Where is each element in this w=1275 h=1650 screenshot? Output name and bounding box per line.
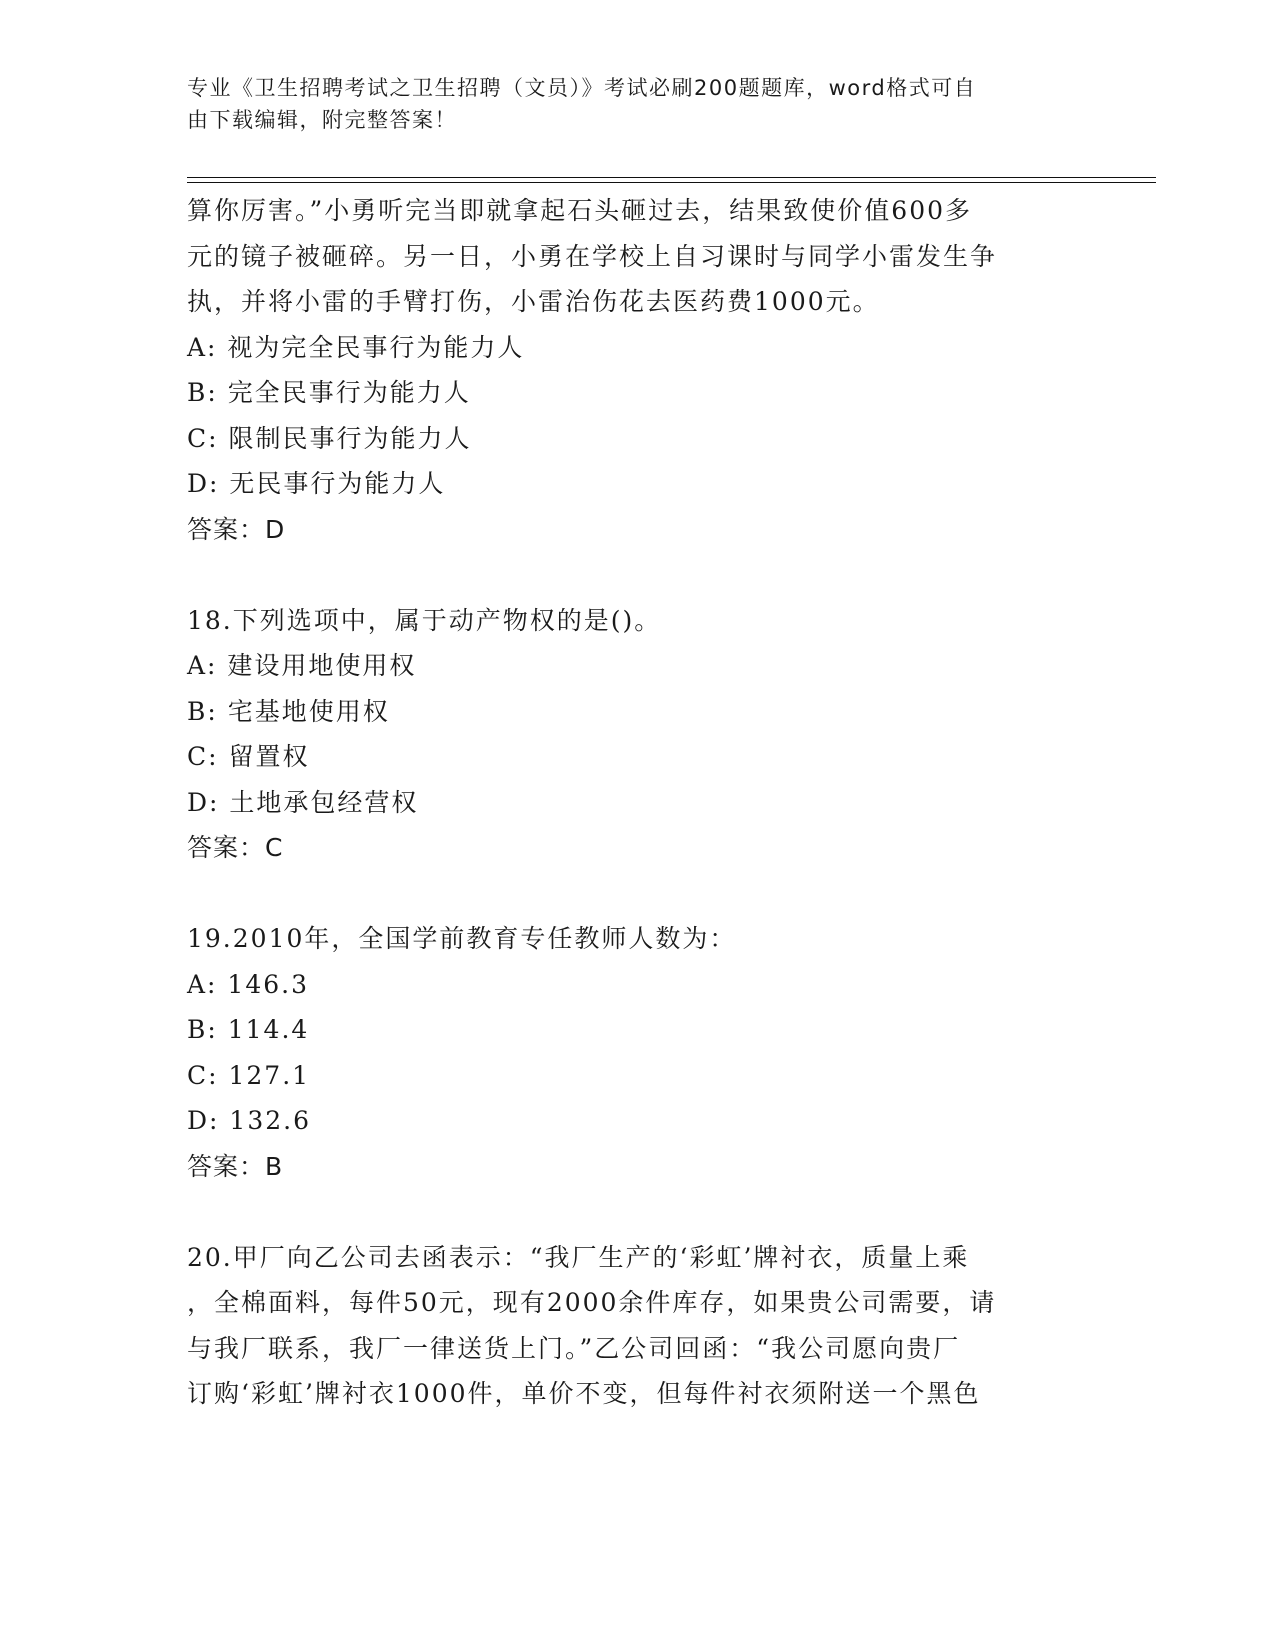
question-18-option-c: C: 留置权: [187, 742, 310, 771]
question-18-stem: 18.下列选项中，属于动产物权的是()。: [187, 605, 662, 635]
question-18-block: [187, 598, 1087, 871]
question-19-option-a: A: 146.3: [187, 969, 309, 999]
question-18-answer: 答案：C: [187, 833, 284, 862]
header-line-1: 专业《卫生招聘考试之卫生招聘（文员）》考试必刷200题题库，word格式可自: [187, 76, 977, 100]
document-header: [187, 72, 1067, 136]
question-17-option-d: D: 无民事行为能力人: [187, 469, 446, 498]
header-rule-top: [187, 177, 1156, 178]
spacer: [187, 552, 1087, 598]
question-17-option-a: A: 视为完全民事行为能力人: [187, 332, 525, 362]
question-19-option-b: B: 114.4: [187, 1015, 310, 1044]
header-rule-bottom: [187, 182, 1156, 183]
header-line-2: 由下载编辑，附完整答案！: [187, 108, 457, 132]
question-17-text-line: 元的镜子被砸碎。另一日，小勇在学校上自习课时与同学小雷发生争: [187, 241, 998, 271]
question-19-option-d: D: 132.6: [187, 1106, 311, 1135]
question-17-answer: 答案：D: [187, 514, 286, 544]
question-18-option-d: D: 土地承包经营权: [187, 787, 419, 817]
spacer: [187, 871, 1087, 917]
question-19-option-c: C: 127.1: [187, 1060, 311, 1090]
document-body: [187, 188, 1087, 1417]
question-17-text-line: 算你厉害。”小勇听完当即就拿起石头砸过去，结果致使价值600多: [187, 196, 973, 225]
question-17-text-line: 执，并将小雷的手臂打伤，小雷治伤花去医药费1000元。: [187, 287, 880, 316]
question-17-block: [187, 188, 1087, 552]
question-20-block: [187, 1235, 1087, 1417]
question-19-block: [187, 916, 1087, 1189]
question-17-option-b: B: 完全民事行为能力人: [187, 378, 471, 407]
question-18-option-b: B: 宅基地使用权: [187, 696, 390, 726]
question-20-text-line: ，全棉面料，每件50元，现有2000余件库存，如果贵公司需要，请: [187, 1288, 997, 1317]
question-18-option-a: A: 建设用地使用权: [187, 651, 417, 680]
question-20-text-line: 与我厂联系，我厂一律送货上门。”乙公司回函：“我公司愿向贵厂: [187, 1333, 961, 1363]
question-19-answer: 答案：B: [187, 1151, 284, 1181]
question-20-text-line: 订购‘彩虹’牌衬衣1000件，单价不变，但每件衬衣须附送一个黑色: [187, 1379, 981, 1408]
question-20-text-line: 20.甲厂向乙公司去函表示：“我厂生产的‘彩虹’牌衬衣，质量上乘: [187, 1242, 970, 1272]
spacer: [187, 1189, 1087, 1235]
question-17-option-c: C: 限制民事行为能力人: [187, 423, 472, 453]
question-19-stem: 19.2010年，全国学前教育专任教师人数为：: [187, 924, 737, 953]
